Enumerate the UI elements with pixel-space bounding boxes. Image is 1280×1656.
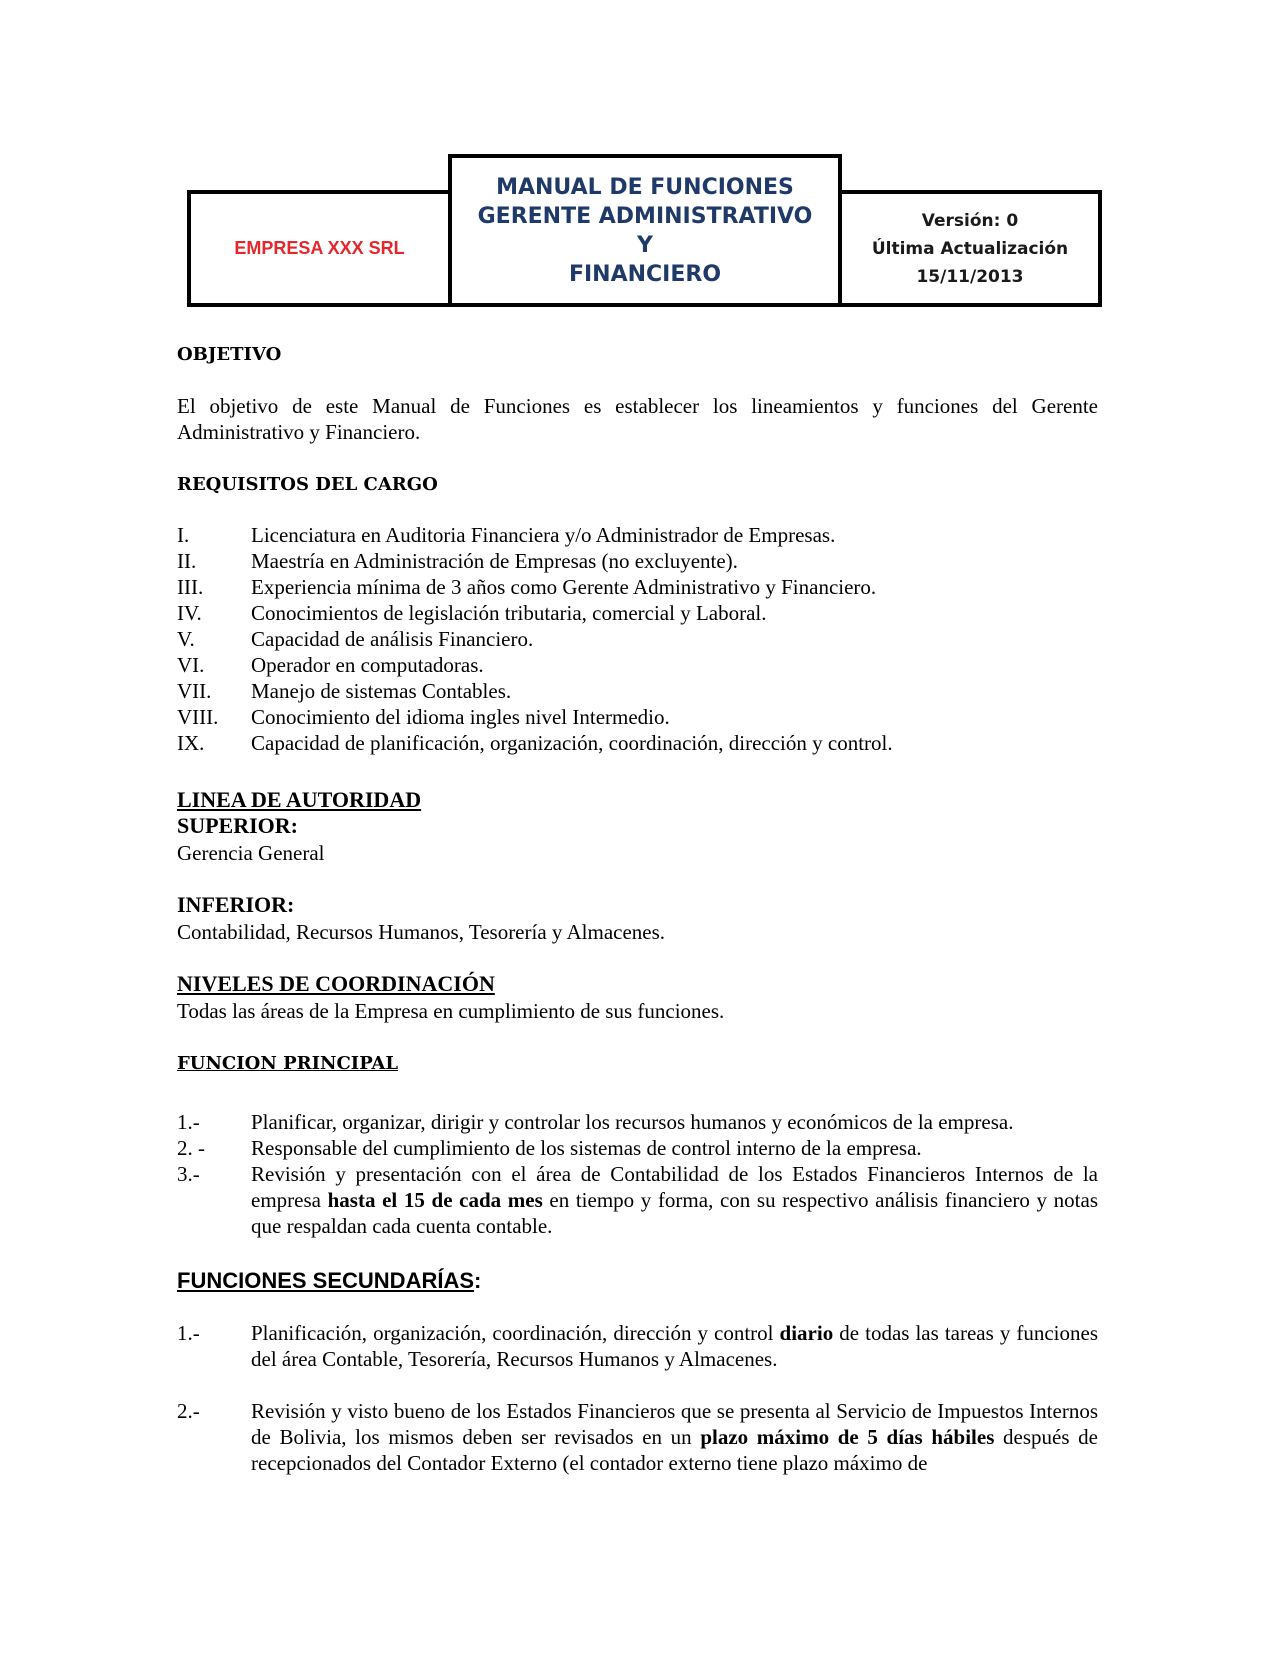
company-name: EMPRESA XXX SRL bbox=[234, 238, 405, 258]
item-number: VIII. bbox=[177, 705, 219, 729]
item-number: IX. bbox=[177, 731, 205, 755]
item-text bbox=[251, 1161, 1098, 1239]
item-text-part: de todas las tareas y funciones del área Contable, Tesorería, Recursos Humanos y Almacenes. bbox=[251, 1321, 1098, 1371]
item-text: Responsable del cumplimiento de los sistemas de control interno de la empresa. bbox=[251, 1136, 922, 1160]
manual-title-line: MANUAL DE FUNCIONES bbox=[496, 174, 794, 200]
item-number: I. bbox=[177, 523, 190, 547]
coordinacion-heading: NIVELES DE COORDINACIÓN bbox=[177, 971, 495, 996]
item-number: VII. bbox=[177, 679, 212, 703]
requisitos-list bbox=[177, 522, 1098, 756]
list-item bbox=[177, 626, 1098, 652]
list-item bbox=[177, 1135, 1098, 1161]
version-label: Versión: 0 bbox=[921, 210, 1019, 231]
item-text: Maestría en Administración de Empresas (no excluyente). bbox=[251, 549, 738, 573]
item-number: III. bbox=[177, 575, 204, 599]
autoridad-heading: LINEA DE AUTORIDAD bbox=[177, 787, 422, 812]
item-text: Conocimiento del idioma ingles nivel Intermedio. bbox=[251, 705, 670, 729]
last-update-label: Última Actualización bbox=[871, 238, 1069, 259]
header-title-cell bbox=[448, 154, 842, 307]
item-number: 2. - bbox=[177, 1136, 205, 1160]
item-number: VI. bbox=[177, 653, 205, 677]
item-text: Experiencia mínima de 3 años como Gerente Administrativo y Financiero. bbox=[251, 575, 877, 599]
requisitos-heading: REQUISITOS DEL CARGO bbox=[177, 474, 438, 495]
manual-title-line: Y bbox=[637, 232, 653, 258]
item-text-part: Revisión y presentación con el área de Contabilidad de los Estados Financieros Internos de la empresa bbox=[251, 1162, 1098, 1212]
item-text: Operador en computadoras. bbox=[251, 653, 484, 677]
funciones-secundarias-list bbox=[177, 1320, 1098, 1476]
item-text-bold: plazo máximo de 5 días hábiles bbox=[700, 1425, 995, 1449]
objetivo-text: El objetivo de este Manual de Funciones es establecer los lineamientos y funciones del Gerente Administrativo y Financiero. bbox=[177, 394, 1098, 444]
item-text: Capacidad de planificación, organización, coordinación, dirección y control. bbox=[251, 731, 893, 755]
item-number: 1.- bbox=[177, 1110, 200, 1134]
item-number: IV. bbox=[177, 601, 202, 625]
list-item bbox=[177, 600, 1098, 626]
last-update-date: 15/11/2013 bbox=[916, 266, 1024, 287]
manual-title-line: GERENTE ADMINISTRATIVO bbox=[477, 203, 813, 229]
superior-value: Gerencia General bbox=[177, 841, 325, 865]
superior-label: SUPERIOR: bbox=[177, 813, 299, 838]
header-version-cell bbox=[838, 190, 1102, 307]
inferior-value: Contabilidad, Recursos Humanos, Tesorería y Almacenes. bbox=[177, 920, 666, 944]
item-text: Planificar, organizar, dirigir y controlar los recursos humanos y económicos de la empresa. bbox=[251, 1110, 1014, 1134]
header-company-cell bbox=[187, 190, 452, 307]
objetivo-heading: OBJETIVO bbox=[177, 344, 282, 365]
manual-title-line: FINANCIERO bbox=[568, 261, 722, 287]
item-text bbox=[251, 1398, 1098, 1476]
heading-colon: : bbox=[474, 1268, 482, 1293]
item-text-part: Planificación, organización, coordinación, dirección y control bbox=[251, 1321, 780, 1345]
list-item bbox=[177, 730, 1098, 756]
list-item bbox=[177, 652, 1098, 678]
list-item bbox=[177, 522, 1098, 548]
item-number: II. bbox=[177, 549, 197, 573]
list-item bbox=[177, 704, 1098, 730]
item-number: 1.- bbox=[177, 1321, 200, 1345]
item-number: 3.- bbox=[177, 1162, 200, 1186]
list-item bbox=[177, 1398, 1098, 1476]
heading-text: FUNCIONES SECUNDARÍAS bbox=[177, 1268, 475, 1293]
item-text: Licenciatura en Auditoria Financiera y/o Administrador de Empresas. bbox=[251, 523, 836, 547]
item-text-bold: diario bbox=[779, 1321, 834, 1345]
item-text-part: después de recepcionados del Contador Externo (el contador externo tiene plazo máximo de bbox=[251, 1425, 1098, 1475]
item-text bbox=[251, 1320, 1098, 1372]
coordinacion-text: Todas las áreas de la Empresa en cumplimiento de sus funciones. bbox=[177, 999, 725, 1023]
list-item bbox=[177, 1109, 1098, 1135]
list-item bbox=[177, 1161, 1098, 1239]
list-item bbox=[177, 574, 1098, 600]
list-item bbox=[177, 548, 1098, 574]
item-text-bold: hasta el 15 de cada mes bbox=[327, 1188, 543, 1212]
list-item bbox=[177, 678, 1098, 704]
item-text-part: en tiempo y forma, con su respectivo análisis financiero y notas que respaldan cada cuenta contable. bbox=[251, 1188, 1098, 1238]
funcion-principal-heading: FUNCION PRINCIPAL bbox=[177, 1053, 399, 1074]
funciones-secundarias-heading bbox=[177, 1268, 1098, 1294]
item-text: Manejo de sistemas Contables. bbox=[251, 679, 512, 703]
item-number: V. bbox=[177, 627, 195, 651]
item-text: Conocimientos de legislación tributaria, comercial y Laboral. bbox=[251, 601, 767, 625]
item-number: 2.- bbox=[177, 1399, 200, 1423]
item-text: Capacidad de análisis Financiero. bbox=[251, 627, 534, 651]
funcion-principal-list bbox=[177, 1109, 1098, 1239]
list-item bbox=[177, 1320, 1098, 1372]
inferior-label: INFERIOR: bbox=[177, 892, 295, 917]
item-text-part: Revisión y visto bueno de los Estados Financieros que se presenta al Servicio de Impuestos Internos de Bolivia, los mismos deben ser revisados en un bbox=[251, 1399, 1098, 1449]
